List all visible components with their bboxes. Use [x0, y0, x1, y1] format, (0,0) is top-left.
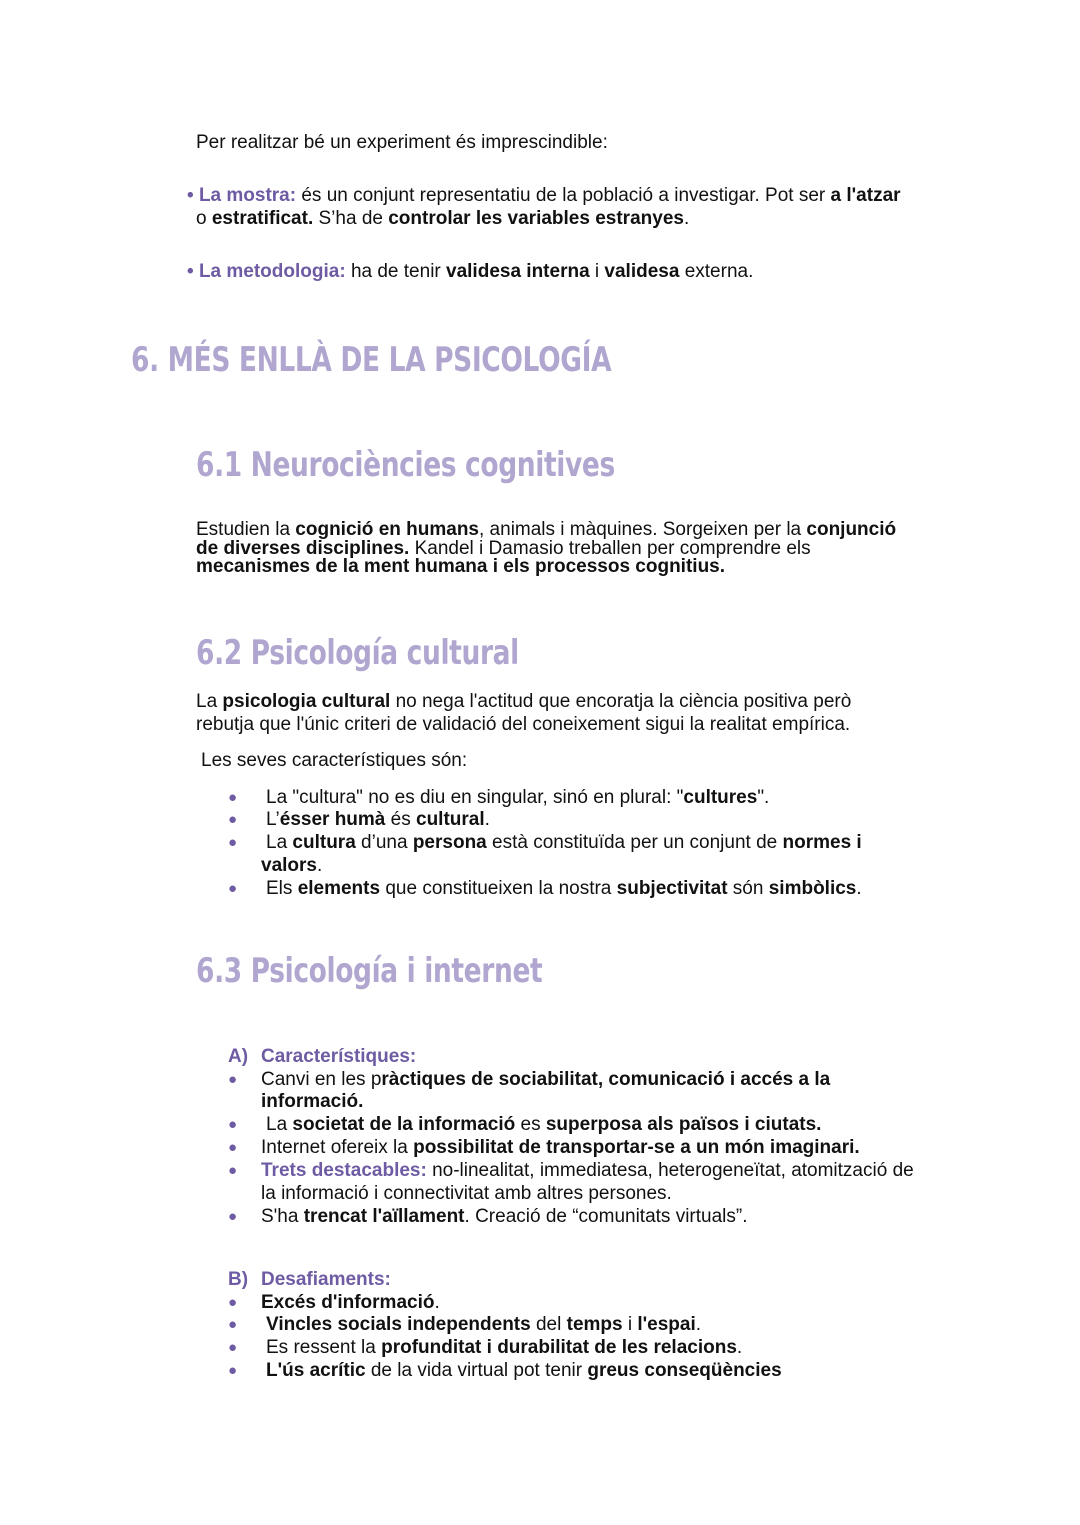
list-text: de la vida virtual pot tenir: [365, 1360, 588, 1381]
list-bold: l'espai: [637, 1314, 696, 1335]
s62-text: La: [196, 691, 223, 712]
list-item: [261, 1205, 748, 1228]
bullet-icon: ●: [228, 1339, 238, 1356]
list-item: [261, 1136, 860, 1159]
list-text: La: [266, 1114, 293, 1135]
list-item-continuation: [261, 1182, 672, 1205]
mostra-text: o: [196, 208, 212, 229]
list-item: [261, 1068, 830, 1091]
list-text: S'ha: [261, 1206, 304, 1227]
mostra-line-1: [187, 184, 901, 207]
list-bold: trencat l'aïllament: [303, 1206, 465, 1227]
section-6-title: 6. MÉS ENLLÀ DE LA PSICOLOGÍA: [131, 340, 612, 380]
mostra-text: .: [683, 208, 690, 229]
s62-text: no nega l'actitud que encoratja la ciència positiva però: [390, 691, 852, 712]
s61-text: Kandel i Damasio treballen per comprendre els: [409, 538, 811, 559]
list-bold: ràctiques de sociabilitat, comunicació i accés a la: [381, 1069, 831, 1090]
list-item: [266, 1313, 701, 1336]
trets-label: Trets destacables:: [261, 1160, 427, 1181]
list-bold: subjectivitat: [616, 878, 728, 899]
metodologia-line: [187, 260, 753, 283]
list-text: .: [695, 1314, 702, 1335]
list-text: són: [727, 878, 769, 899]
list-text: i: [622, 1314, 638, 1335]
list-text: és: [385, 809, 416, 830]
list-bold: cultures: [683, 787, 758, 808]
bullet-icon: ●: [228, 880, 238, 897]
list-text: es: [515, 1114, 546, 1135]
a-label: Característiques:: [261, 1046, 417, 1067]
list-item: [266, 808, 490, 831]
list-bold: greus conseqüències: [587, 1360, 782, 1381]
bullet-icon: ●: [228, 1162, 238, 1179]
bullet-icon: ●: [228, 811, 238, 828]
subsection-a-marker: [228, 1045, 248, 1068]
bullet-icon: ●: [228, 1139, 238, 1156]
list-bold: superposa als països i ciutats.: [545, 1114, 822, 1135]
list-item: [266, 877, 862, 900]
list-bold: informació.: [261, 1091, 364, 1112]
list-text: .: [736, 1337, 743, 1358]
metodologia-bold: validesa: [604, 261, 680, 282]
s61-bold: mecanismes de la ment humana i els processos cognitius.: [196, 556, 726, 577]
list-item: [266, 1336, 742, 1359]
mostra-bold: estratificat.: [211, 208, 314, 229]
s61-bold: de diverses disciplines.: [196, 538, 410, 559]
list-text: . Creació de “comunitats virtuals”.: [464, 1206, 748, 1227]
subsection-a-label: [261, 1045, 416, 1068]
b-marker: B): [228, 1269, 249, 1290]
metodologia-text: externa.: [679, 261, 754, 282]
section-6-3-title: 6.3 Psicología i internet: [196, 951, 543, 991]
list-item-continuation: [261, 1090, 363, 1113]
list-bold: ésser humà: [279, 809, 386, 830]
bullet-icon: ●: [228, 789, 238, 806]
mostra-text: S’ha de: [313, 208, 389, 229]
s62-bold: psicologia cultural: [222, 691, 391, 712]
list-item: [266, 831, 862, 854]
list-item: [266, 786, 769, 809]
list-text: La "cultura" no es diu en singular, sinó en plural: ": [266, 787, 684, 808]
list-text: .: [484, 809, 490, 830]
s62-line-3: Les seves característiques són:: [201, 750, 468, 771]
section-6-1-title: 6.1 Neurociències cognitives: [196, 445, 615, 485]
s62-line-1: [196, 690, 851, 713]
list-text: .: [856, 878, 862, 899]
metodologia-bold: validesa interna: [446, 261, 590, 282]
metodologia-text: i: [589, 261, 605, 282]
subsection-b-marker: [228, 1268, 248, 1291]
list-text: Internet ofereix la: [261, 1137, 414, 1158]
list-text: ".: [757, 787, 770, 808]
list-bold: possibilitat de transportar-se a un món imaginari.: [413, 1137, 860, 1158]
list-bold: profunditat i durabilitat de les relacions: [381, 1337, 737, 1358]
bullet-icon: ●: [228, 1362, 238, 1379]
list-text: .: [316, 855, 323, 876]
bullet-icon: ●: [228, 1294, 238, 1311]
list-text: d’una: [355, 832, 413, 853]
bullet-icon: ●: [228, 1116, 238, 1133]
s61-line-1: [196, 520, 896, 539]
metodologia-text: ha de tenir: [345, 261, 447, 282]
list-item: [266, 1113, 821, 1136]
list-bold: cultura: [292, 832, 356, 853]
list-text: La: [266, 832, 293, 853]
s62-line-2: rebutja que l'únic criteri de validació del coneixement sigui la realitat empírica.: [196, 714, 851, 735]
bullet-icon: ●: [228, 1208, 238, 1225]
list-bold: temps: [566, 1314, 623, 1335]
bullet-icon: ●: [228, 834, 238, 851]
bullet-icon: ●: [228, 1071, 238, 1088]
list-bold: cultural: [416, 809, 485, 830]
list-text: .: [434, 1292, 440, 1313]
list-bold: Vincles socials independents: [266, 1314, 531, 1335]
list-bold: valors: [261, 855, 317, 876]
bullet-icon: •: [187, 261, 194, 282]
s61-text: Estudien la: [196, 519, 296, 540]
list-text: Els: [266, 878, 298, 899]
bullet-icon: ●: [228, 1316, 238, 1333]
intro-text: Per realitzar bé un experiment és imprescindible:: [196, 132, 608, 153]
list-bold: simbòlics: [768, 878, 857, 899]
list-bold: societat de la informació: [292, 1114, 516, 1135]
mostra-line-2: [196, 207, 689, 230]
list-text: L’: [266, 809, 280, 830]
list-text: està constituïda per un conjunt de: [486, 832, 783, 853]
list-text: la informació i connectivitat amb altres persones.: [261, 1183, 672, 1204]
section-6-2-title: 6.2 Psicología cultural: [196, 633, 519, 673]
mostra-label: La mostra:: [198, 185, 297, 206]
list-item: [266, 1359, 782, 1382]
bullet-icon: •: [187, 185, 194, 206]
mostra-bold: controlar les variables estranyes: [388, 208, 684, 229]
s61-bold: conjunció: [806, 519, 897, 540]
list-item-continuation: [261, 854, 322, 877]
a-marker: A): [228, 1046, 249, 1067]
list-text: que constitueixen la nostra: [380, 878, 617, 899]
list-bold: Excés d'informació: [261, 1292, 435, 1313]
mostra-text: és un conjunt representatiu de la població a investigar. Pot ser: [296, 185, 831, 206]
subsection-b-label: [261, 1268, 391, 1291]
b-label: Desafiaments:: [261, 1269, 391, 1290]
list-text: del: [530, 1314, 567, 1335]
list-bold: persona: [412, 832, 487, 853]
s61-bold: cognició en humans: [295, 519, 479, 540]
mostra-bold: a l'atzar: [830, 185, 901, 206]
list-text: Canvi en les p: [261, 1069, 382, 1090]
list-bold: L'ús acrític: [266, 1360, 366, 1381]
list-bold: normes i: [782, 832, 862, 853]
list-item: [261, 1291, 440, 1314]
list-text: Es ressent la: [266, 1337, 382, 1358]
list-bold: elements: [297, 878, 381, 899]
list-text: no-linealitat, immediatesa, heterogeneïtat, atomització de: [426, 1160, 914, 1181]
list-item: [261, 1159, 914, 1182]
s61-text: , animals i màquines. Sorgeixen per la: [479, 519, 807, 540]
metodologia-label: La metodologia:: [198, 261, 346, 282]
s61-line-3: [196, 557, 725, 576]
